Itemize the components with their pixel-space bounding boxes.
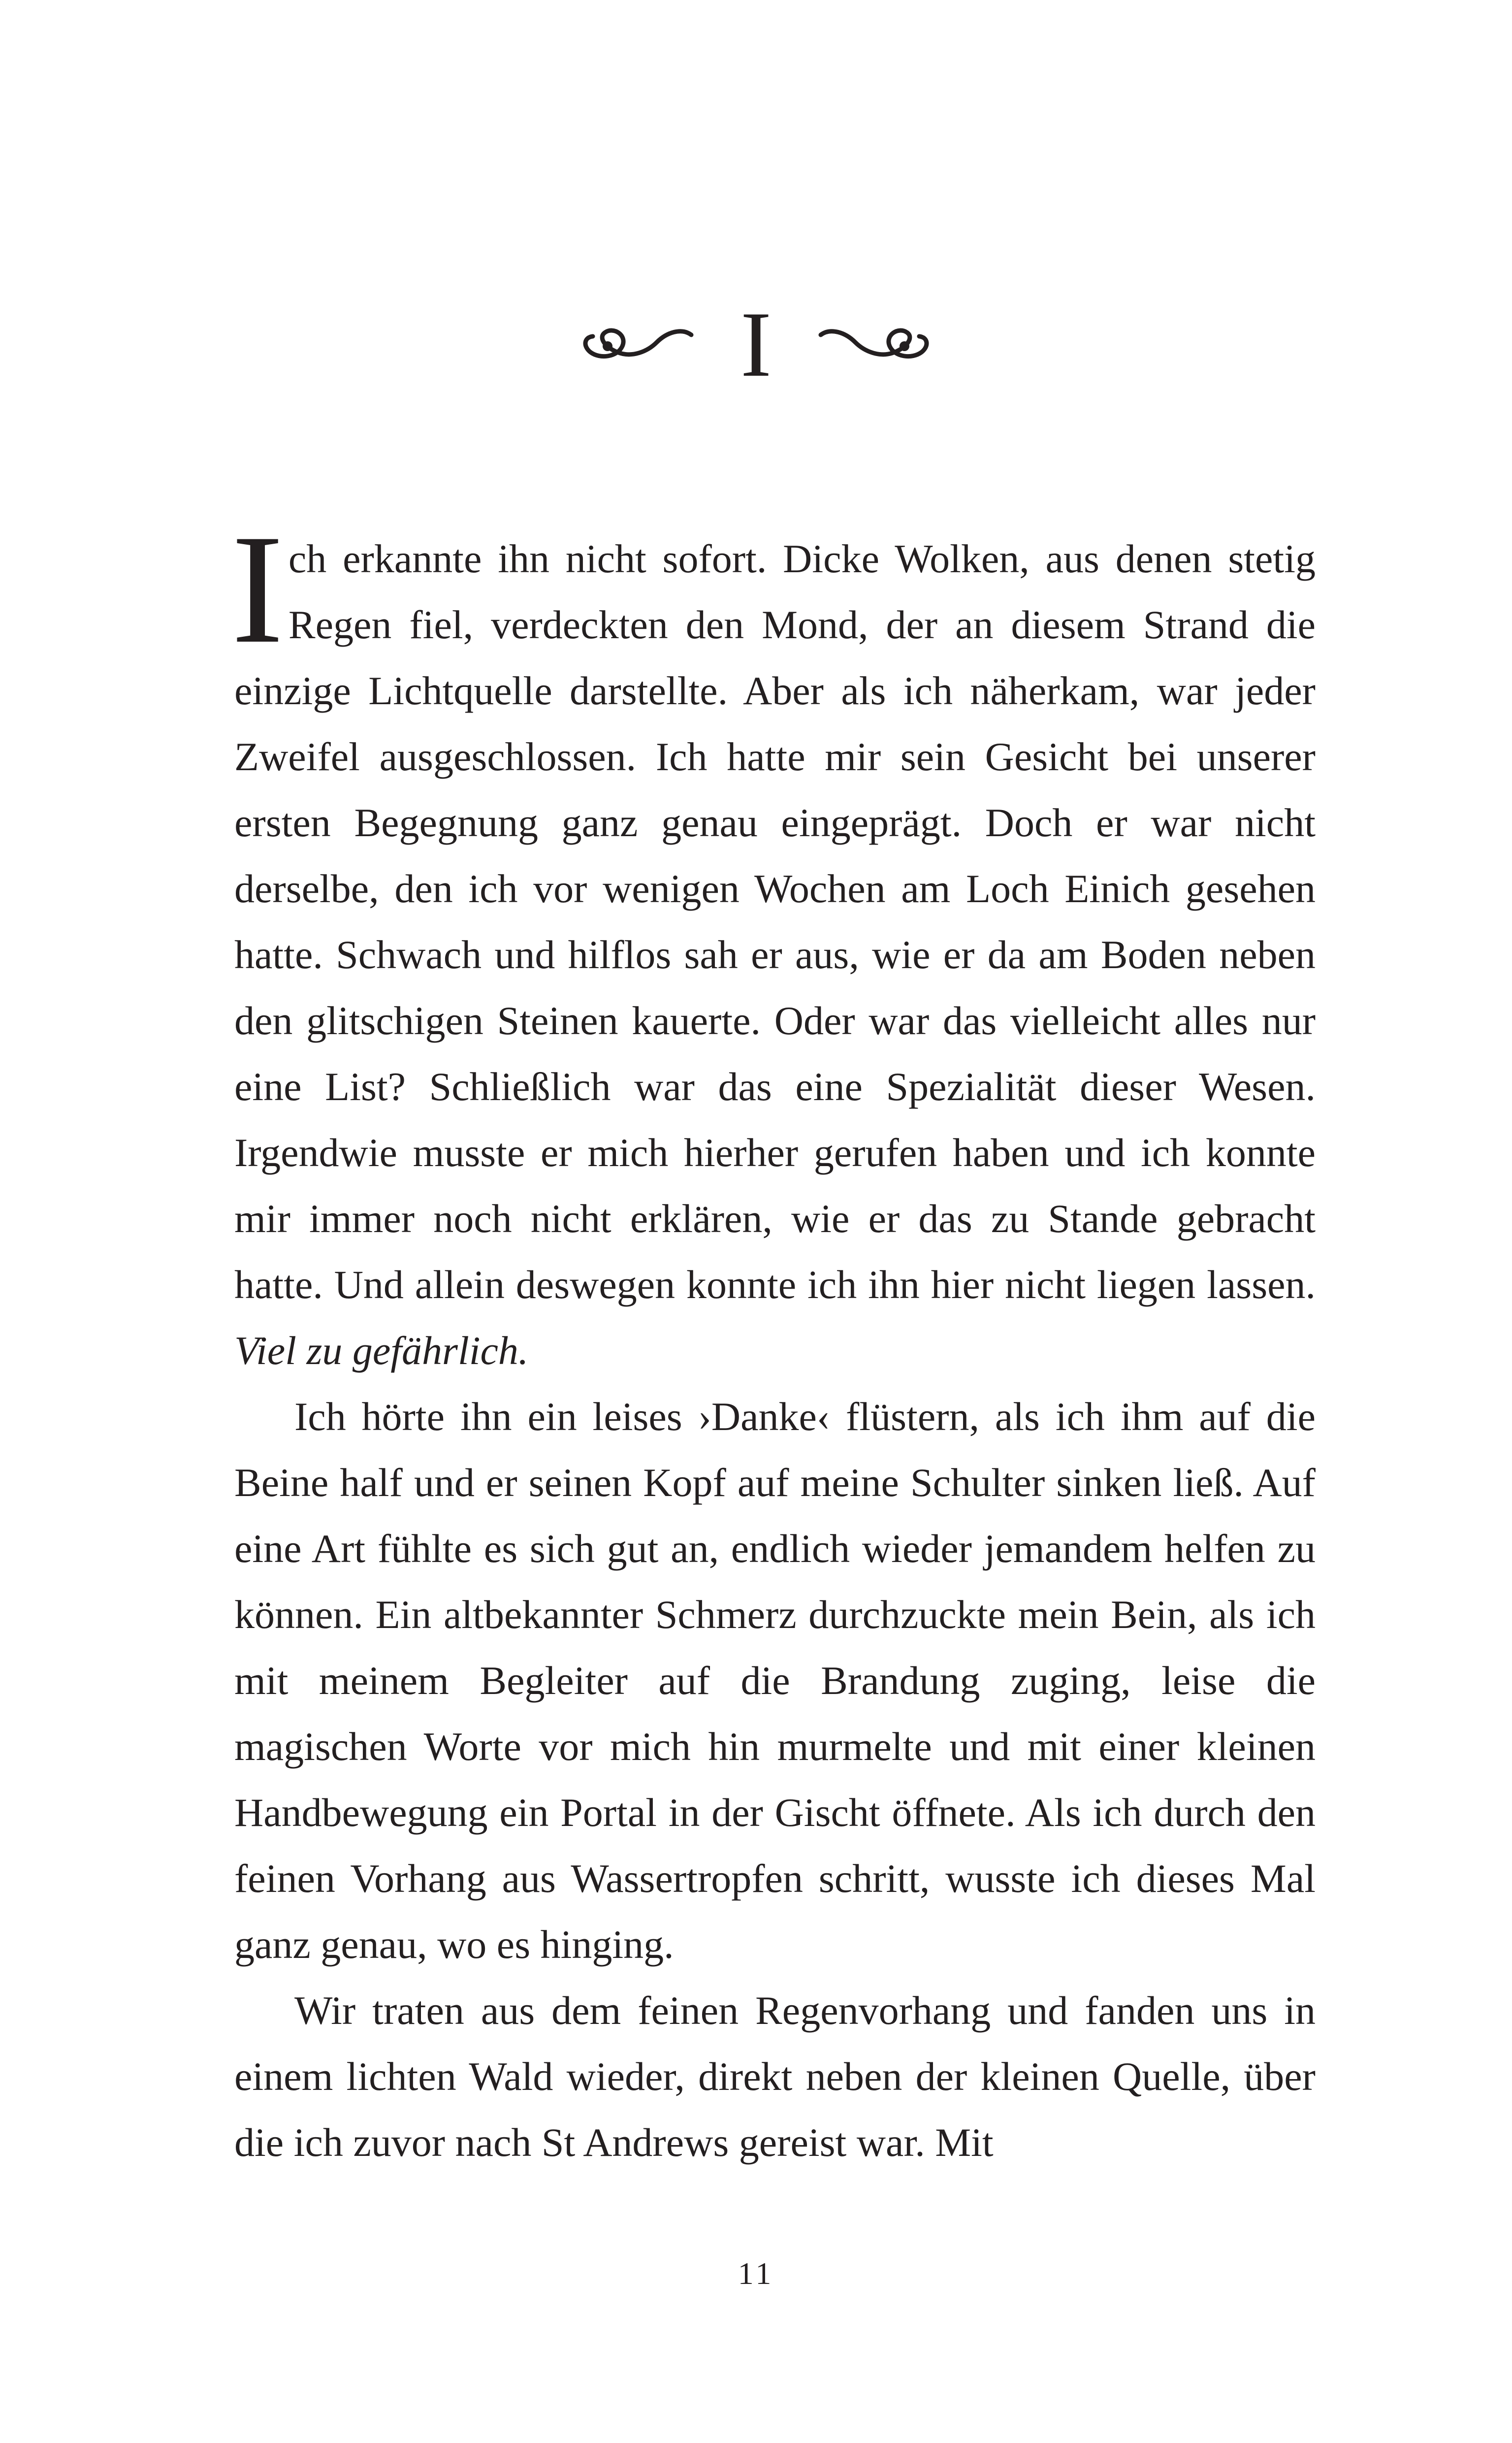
page-number: 11 [738, 2256, 774, 2291]
paragraph-1-emphasis: Viel zu gefährlich. [234, 1328, 529, 1373]
body-text [231, 502, 1316, 2176]
drop-cap: I [231, 502, 284, 676]
swirl-ornament-right-icon [816, 318, 934, 372]
paragraph-2: Ich hörte ihn ein leises ›Danke‹ flüstern, als ich ihm auf die Beine half und er seinen Kopf auf meine Schulter sinken ließ. Auf eine Art fühlte es sich gut an, endlich wieder jemandem helfen zu können. Ein altbekannter Schmerz durchzuckte mein Bein, als ich mit meinem Begleiter auf die Brandung zuging, leise die magischen Worte vor mich hin murmelte und mit einer kleinen Handbewegung ein Portal in der Gischt öffnete. Als ich durch den feinen Vorhang aus Wassertropfen schritt, wusste ich dieses Mal ganz genau, wo es hinging. [234, 1394, 1316, 1967]
chapter-heading [0, 295, 1512, 394]
swirl-ornament-left-icon [578, 318, 696, 372]
chapter-numeral: I [740, 293, 772, 396]
paragraph-3: Wir traten aus dem feinen Regenvorhang und fanden uns in einem lichten Wald wieder, direkt neben der kleinen Quelle, über die ich zuvor nach St Andrews gereist war. Mit [234, 1988, 1316, 2165]
paragraph-1 [231, 502, 1316, 1384]
paragraph-1-text: ch erkannte ihn nicht sofort. Dicke Wolken, aus denen stetig Regen fiel, verdeckten den Mond, der an diesem Strand die einzige Lichtquelle darstellte. Aber als ich näherkam, war jeder Zweifel ausgeschlossen. Ich hatte mir sein Gesicht bei unserer ersten Begegnung ganz genau eingeprägt. Doch er war nicht derselbe, den ich vor wenigen Wochen am Loch Einich gesehen hatte. Schwach und hilflos sah er aus, wie er da am Boden neben den glitschigen Steinen kauerte. Oder war das vielleicht alles nur eine List? Schließlich war das eine Spezialität dieser Wesen. Irgendwie musste er mich hierher gerufen haben und ich konnte mir immer noch nicht erklären, wie er das zu Stande gebracht hatte. Und allein deswegen konnte ich ihn hier nicht liegen lassen. [234, 536, 1316, 1307]
